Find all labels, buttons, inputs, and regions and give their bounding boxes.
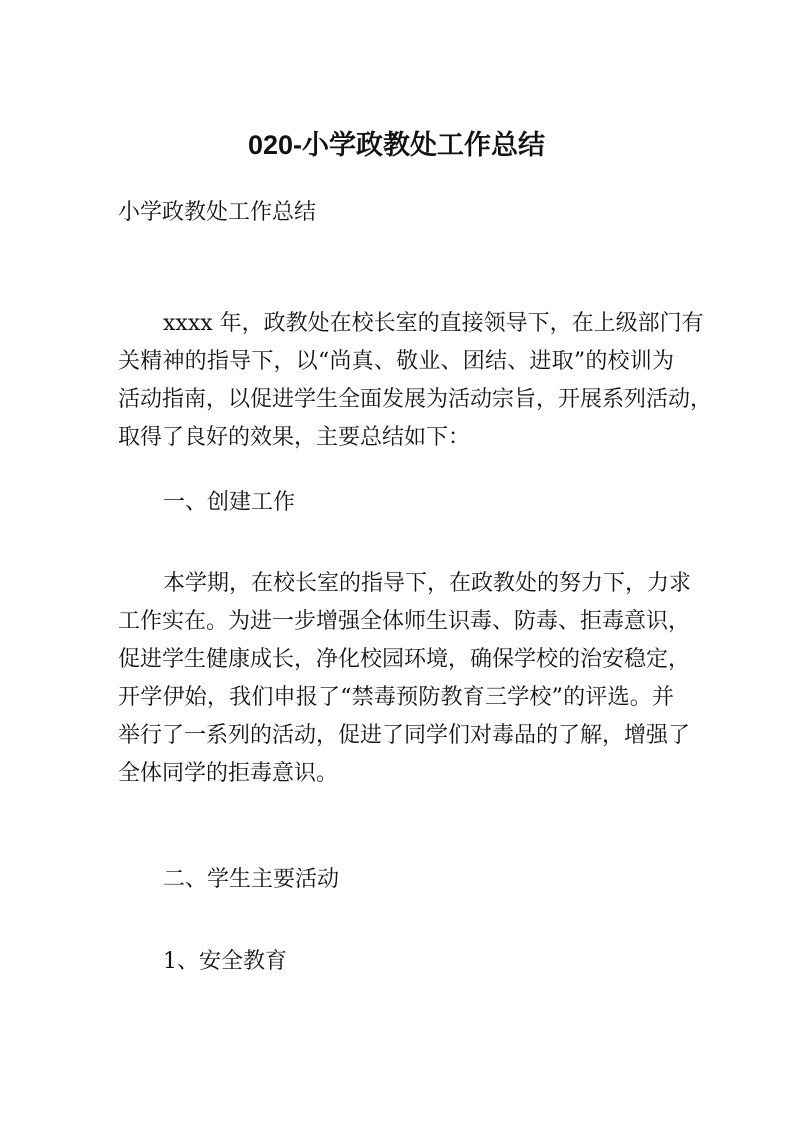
document-title: 020-小学政教处工作总结 bbox=[247, 130, 546, 160]
paragraph-line: 工作实在。为进一步增强全体师生识毒、防毒、拒毒意识， bbox=[118, 609, 691, 634]
paragraph-line: 取得了良好的效果，主要总结如下： bbox=[118, 425, 471, 450]
paragraph-line: xxxx 年，政教处在校长室的直接领导下，在上级部门有 bbox=[163, 311, 704, 336]
section-heading-2: 二、学生主要活动 bbox=[163, 867, 340, 892]
subsection-heading-1: 1、安全教育 bbox=[163, 949, 287, 974]
paragraph-line: 促进学生健康成长，净化校园环境，确保学校的治安稳定， bbox=[118, 647, 691, 672]
paragraph-line: 关精神的指导下，以“尚真、敬业、团结、进取”的校训为 bbox=[118, 349, 674, 374]
paragraph-line: 举行了一系列的活动，促进了同学们对毒品的了解，增强了 bbox=[118, 723, 691, 748]
paragraph-line: 活动指南，以促进学生全面发展为活动宗旨，开展系列活动， bbox=[118, 387, 713, 412]
document-subtitle: 小学政教处工作总结 bbox=[118, 200, 317, 225]
paragraph-line: 本学期，在校长室的指导下，在政教处的努力下，力求 bbox=[163, 571, 692, 596]
paragraph-line: 开学伊始，我们申报了“禁毒预防教育三学校”的评选。并 bbox=[118, 685, 674, 710]
paragraph-line: 全体同学的拒毒意识。 bbox=[118, 761, 339, 786]
section-heading-1: 一、创建工作 bbox=[163, 490, 296, 515]
